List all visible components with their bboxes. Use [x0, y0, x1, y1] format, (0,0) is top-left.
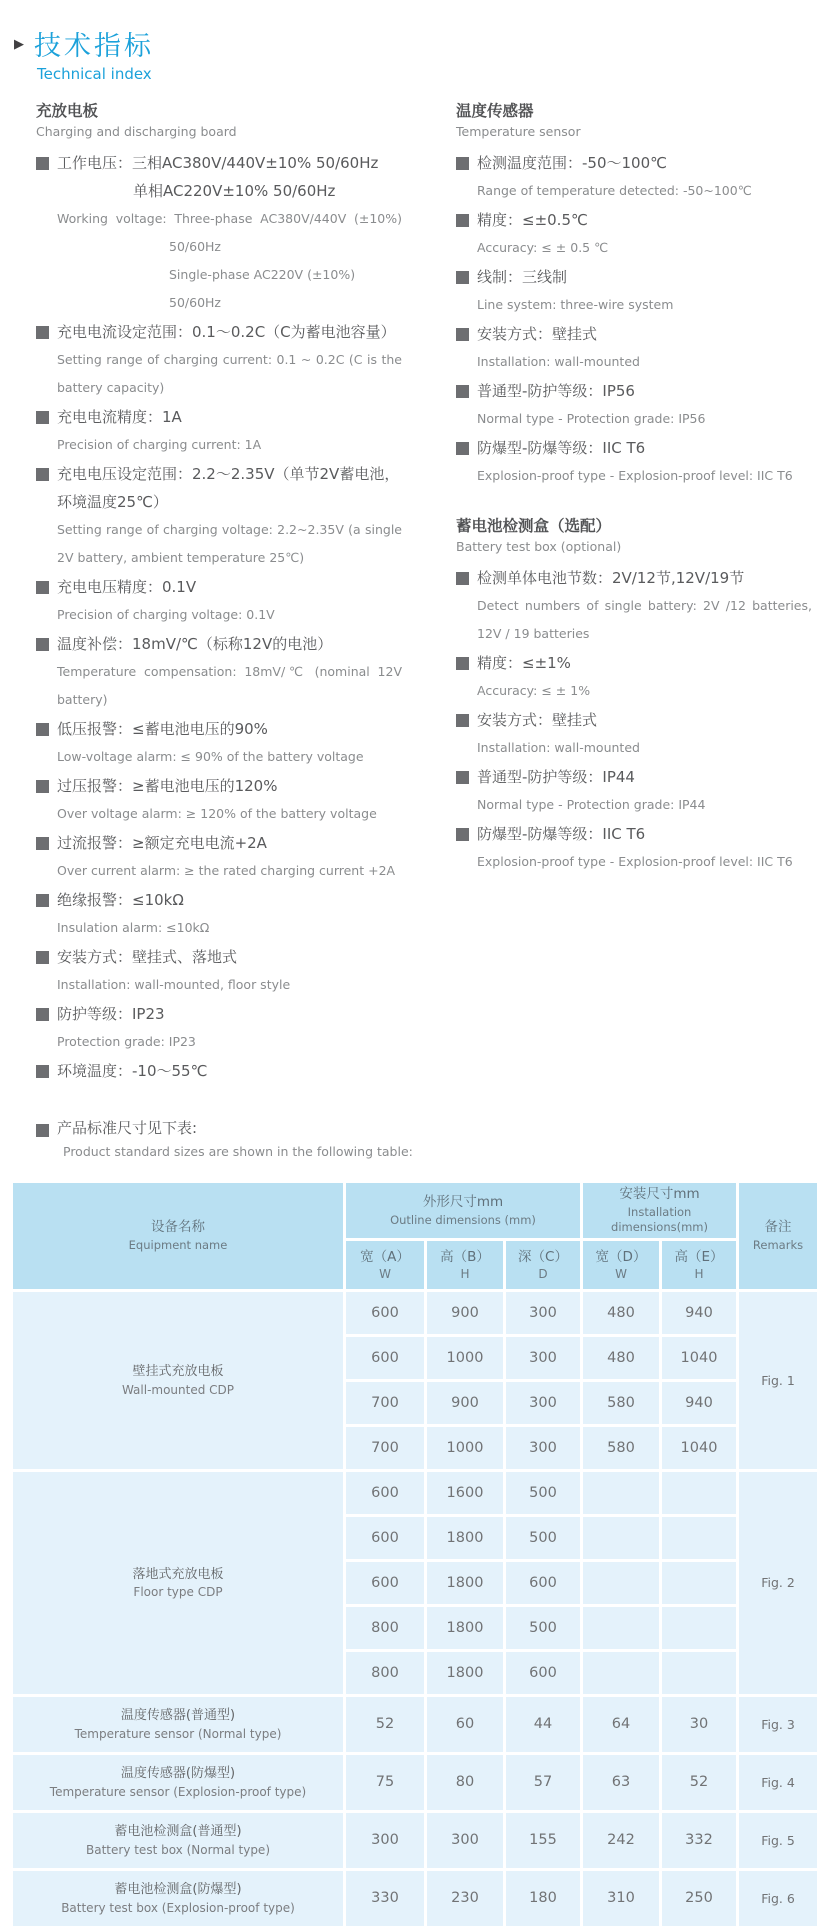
- table-row: [13, 1697, 817, 1752]
- spec-item: [36, 772, 402, 828]
- size-cell: 600: [346, 1472, 424, 1514]
- square-bullet-icon: [36, 837, 49, 850]
- spec-zh: 工作电压：三相AC380V/440V±10% 50/60Hz: [57, 154, 379, 173]
- subheader-depth-c: 深（C） D: [506, 1241, 580, 1289]
- spec-en: Precision of charging voltage: 0.1V: [57, 607, 275, 623]
- spec-en: Setting range of charging current: 0.1 ~ 0.2C (C is the battery capacity): [57, 352, 402, 396]
- size-cell: [583, 1562, 659, 1604]
- square-bullet-icon: [456, 328, 469, 341]
- size-cell: 500: [506, 1472, 580, 1514]
- size-cell: 1040: [662, 1337, 736, 1379]
- size-cell: 600: [346, 1517, 424, 1559]
- spec-item: [456, 263, 812, 319]
- equipment-name-cell: 壁挂式充放电板 Wall-mounted CDP: [13, 1292, 343, 1469]
- size-cell: 940: [662, 1382, 736, 1424]
- table-intro-line: [36, 1116, 830, 1164]
- square-bullet-icon: [456, 828, 469, 841]
- spec-zh: 普通型-防护等级：IP44: [477, 768, 635, 787]
- spec-zh: 低压报警：≤蓄电池电压的90%: [57, 720, 268, 739]
- spec-en: Normal type - Protection grade: IP56: [477, 411, 706, 427]
- size-cell: 1800: [427, 1562, 503, 1604]
- spec-item: [36, 886, 402, 942]
- size-cell: 75: [346, 1755, 424, 1810]
- spec-item: [36, 1057, 402, 1085]
- remark-cell: Fig. 4: [739, 1755, 817, 1810]
- spec-en: Accuracy: ≤ ± 0.5 ℃: [477, 240, 609, 256]
- spec-item: [36, 630, 402, 714]
- spec-zh: 环境温度：-10～55℃: [57, 1062, 208, 1081]
- square-bullet-icon: [456, 385, 469, 398]
- size-cell: 1000: [427, 1337, 503, 1379]
- spec-columns: [0, 83, 830, 1086]
- header-equipment-en: Equipment name: [128, 1238, 228, 1252]
- size-cell: 330: [346, 1871, 424, 1926]
- spec-en: Protection grade: IP23: [57, 1034, 196, 1050]
- spec-en: Single-phase AC220V (±10%) 50/60Hz: [169, 267, 356, 311]
- spec-item: [456, 706, 812, 762]
- size-cell: 64: [583, 1697, 659, 1752]
- subheader-height-b: 高（B） H: [427, 1241, 503, 1289]
- table-intro: [0, 1086, 830, 1164]
- size-cell: 1000: [427, 1427, 503, 1469]
- spec-zh: 安装方式：壁挂式: [477, 711, 598, 730]
- page-title-en: Technical index: [37, 65, 152, 83]
- subheader-height-e: 高（E） H: [662, 1241, 736, 1289]
- table-row: [13, 1813, 817, 1868]
- spec-zh: 防护等级：IP23: [57, 1005, 165, 1024]
- square-bullet-icon: [36, 581, 49, 594]
- size-cell: 900: [427, 1382, 503, 1424]
- section-heading: 充放电板: [36, 102, 99, 120]
- size-cell: 600: [506, 1652, 580, 1694]
- square-bullet-icon: [36, 468, 49, 481]
- equipment-name-cell: 蓄电池检测盒(防爆型) Battery test box (Explosion-proof type): [13, 1871, 343, 1926]
- equipment-name-cell: 落地式充放电板 Floor type CDP: [13, 1472, 343, 1694]
- size-cell: 44: [506, 1697, 580, 1752]
- size-cell: [662, 1472, 736, 1514]
- table-row: [13, 1755, 817, 1810]
- spec-item: [456, 320, 812, 376]
- size-cell: 63: [583, 1755, 659, 1810]
- document-header: [0, 0, 830, 83]
- spec-en: Installation: wall-mounted, floor style: [57, 977, 291, 993]
- size-cell: 155: [506, 1813, 580, 1868]
- square-bullet-icon: [456, 271, 469, 284]
- spec-en: Installation: wall-mounted: [477, 354, 640, 370]
- size-cell: 1800: [427, 1652, 503, 1694]
- size-cell: 57: [506, 1755, 580, 1810]
- spec-item: [36, 829, 402, 885]
- spec-item: [456, 564, 812, 648]
- spec-en: Temperature compensation: 18mV/℃ (nominal 12V battery): [57, 664, 402, 708]
- charging-board-section: [36, 101, 402, 1086]
- size-cell: 800: [346, 1607, 424, 1649]
- square-bullet-icon: [36, 157, 49, 170]
- spec-item: [36, 318, 402, 402]
- header-equipment-zh: 设备名称: [151, 1219, 205, 1236]
- section-heading-en: Temperature sensor: [456, 123, 581, 139]
- size-cell: [662, 1652, 736, 1694]
- equipment-name-cell: 温度传感器(防爆型) Temperature sensor (Explosion-proof type): [13, 1755, 343, 1810]
- header-remarks: [739, 1183, 817, 1289]
- table-row: [13, 1871, 817, 1926]
- spec-zh: 过流报警：≥额定充电电流+2A: [57, 834, 267, 853]
- spec-en: Working voltage: Three-phase AC380V/440V (±10%): [57, 211, 402, 227]
- size-cell: 580: [583, 1382, 659, 1424]
- spec-en: Installation: wall-mounted: [477, 740, 640, 756]
- spec-zh: 充电电压精度：0.1V: [57, 578, 197, 597]
- spec-zh: 检测温度范围：-50～100℃: [477, 154, 667, 173]
- spec-zh: 安装方式：壁挂式、落地式: [57, 948, 238, 967]
- size-table: [10, 1180, 820, 1929]
- spec-item: [456, 820, 812, 876]
- right-column: [456, 101, 812, 1086]
- spec-en: Insulation alarm: ≤10kΩ: [57, 920, 210, 936]
- square-bullet-icon: [36, 411, 49, 424]
- table-row: [13, 1472, 817, 1514]
- square-bullet-icon: [36, 1065, 49, 1078]
- spec-zh: 精度：≤±0.5℃: [477, 211, 588, 230]
- remark-cell: Fig. 3: [739, 1697, 817, 1752]
- spec-en: Accuracy: ≤ ± 1%: [477, 683, 591, 699]
- spec-zh: 精度：≤±1%: [477, 654, 571, 673]
- size-cell: 30: [662, 1697, 736, 1752]
- spec-item: [456, 649, 812, 705]
- size-cell: 242: [583, 1813, 659, 1868]
- subheader-width-d: 宽（D） W: [583, 1241, 659, 1289]
- spec-en: Explosion-proof type - Explosion-proof level: IIC T6: [477, 468, 793, 484]
- temperature-sensor-section: [456, 101, 812, 490]
- remark-cell: Fig. 1: [739, 1292, 817, 1469]
- header-installation-dimensions: [583, 1183, 736, 1238]
- spec-zh: 温度补偿：18mV/℃（标称12V的电池）: [57, 635, 333, 654]
- remark-cell: Fig. 2: [739, 1472, 817, 1694]
- size-cell: 600: [346, 1292, 424, 1334]
- size-cell: 80: [427, 1755, 503, 1810]
- spec-zh: 过压报警：≥蓄电池电压的120%: [57, 777, 278, 796]
- size-cell: [583, 1607, 659, 1649]
- square-bullet-icon: [36, 894, 49, 907]
- size-cell: 1800: [427, 1517, 503, 1559]
- size-cell: 700: [346, 1382, 424, 1424]
- table-row: [13, 1292, 817, 1334]
- size-cell: 480: [583, 1337, 659, 1379]
- spec-zh: 充电电流设定范围：0.1～0.2C（C为蓄电池容量）: [57, 323, 396, 342]
- spec-zh: 普通型-防护等级：IP56: [477, 382, 635, 401]
- size-cell: 480: [583, 1292, 659, 1334]
- size-cell: [662, 1562, 736, 1604]
- size-cell: 52: [662, 1755, 736, 1810]
- section-heading-en: Battery test box (optional): [456, 538, 622, 554]
- spec-item: [456, 434, 812, 490]
- square-bullet-icon: [456, 442, 469, 455]
- spec-en: Explosion-proof type - Explosion-proof level: IIC T6: [477, 854, 793, 870]
- section-heading: 蓄电池检测盒（选配）: [456, 517, 612, 536]
- spec-en: Low-voltage alarm: ≤ 90% of the battery voltage: [57, 749, 364, 765]
- square-bullet-icon: [456, 572, 469, 585]
- size-cell: 60: [427, 1697, 503, 1752]
- square-bullet-icon: [36, 1124, 49, 1137]
- size-cell: 1800: [427, 1607, 503, 1649]
- size-cell: [583, 1652, 659, 1694]
- size-cell: 900: [427, 1292, 503, 1334]
- size-cell: 940: [662, 1292, 736, 1334]
- size-cell: 1600: [427, 1472, 503, 1514]
- spec-en: Range of temperature detected: -50~100℃: [477, 183, 752, 199]
- spec-item-working-voltage: [36, 149, 402, 317]
- size-cell: 1040: [662, 1427, 736, 1469]
- size-cell: 600: [346, 1337, 424, 1379]
- spec-en: 50/60Hz: [169, 239, 221, 255]
- spec-item: [36, 1000, 402, 1056]
- spec-item: [456, 763, 812, 819]
- table-intro-zh: 产品标准尺寸见下表:: [57, 1119, 198, 1138]
- section-heading: 温度传感器: [456, 102, 534, 120]
- title-row: [14, 24, 830, 63]
- spec-zh: 防爆型-防爆等级：IIC T6: [477, 825, 646, 844]
- header-outline-zh: 外形尺寸mm: [422, 1193, 504, 1210]
- spec-en: Normal type - Protection grade: IP44: [477, 797, 706, 813]
- size-cell: 300: [506, 1382, 580, 1424]
- size-cell: 230: [427, 1871, 503, 1926]
- size-cell: 300: [506, 1292, 580, 1334]
- equipment-name-cell: 温度传感器(普通型) Temperature sensor (Normal type): [13, 1697, 343, 1752]
- square-bullet-icon: [36, 951, 49, 964]
- header-remarks-en: Remarks: [752, 1238, 804, 1252]
- page-title: 技术指标: [34, 31, 154, 62]
- header-outline-en: Outline dimensions (mm): [390, 1212, 536, 1227]
- spec-item: [36, 943, 402, 999]
- size-cell: 580: [583, 1427, 659, 1469]
- spec-en: Precision of charging current: 1A: [57, 437, 262, 453]
- square-bullet-icon: [36, 780, 49, 793]
- size-cell: 300: [427, 1813, 503, 1868]
- square-bullet-icon: [456, 771, 469, 784]
- spec-zh: 绝缘报警：≤10kΩ: [57, 891, 184, 910]
- header-install-zh: 安装尺寸mm: [619, 1186, 700, 1203]
- size-cell: 300: [506, 1427, 580, 1469]
- size-cell: 300: [346, 1813, 424, 1868]
- size-cell: [583, 1517, 659, 1559]
- square-bullet-icon: [36, 326, 49, 339]
- size-cell: [583, 1472, 659, 1514]
- square-bullet-icon: [36, 1008, 49, 1021]
- square-bullet-icon: [456, 214, 469, 227]
- spec-zh: 充电电压设定范围：2.2～2.35V（单节2V蓄电池，环境温度25℃）: [57, 465, 400, 512]
- size-cell: 500: [506, 1607, 580, 1649]
- subheader-width-a: 宽（A） W: [346, 1241, 424, 1289]
- square-bullet-icon: [36, 638, 49, 651]
- size-cell: 600: [346, 1562, 424, 1604]
- header-install-en: Installation dimensions(mm): [611, 1204, 708, 1235]
- spec-zh: 线制：三线制: [477, 268, 568, 287]
- spec-zh: 充电电流精度：1A: [57, 408, 182, 427]
- square-bullet-icon: [36, 723, 49, 736]
- battery-test-box-section: [456, 516, 812, 876]
- header-equipment-name: [13, 1183, 343, 1289]
- size-cell: 700: [346, 1427, 424, 1469]
- spec-zh: 检测单体电池节数：2V/12节,12V/19节: [477, 569, 745, 588]
- size-cell: 180: [506, 1871, 580, 1926]
- spec-en: Over current alarm: ≥ the rated charging current +2A: [57, 863, 396, 879]
- spec-item: [456, 149, 812, 205]
- spec-en: Detect numbers of single battery: 2V /12 batteries, 12V / 19 batteries: [477, 598, 812, 642]
- size-cell: 332: [662, 1813, 736, 1868]
- right-triangle-icon: ▶: [14, 37, 24, 52]
- header-remarks-zh: 备注: [764, 1219, 792, 1236]
- size-cell: [662, 1607, 736, 1649]
- spec-en: Over voltage alarm: ≥ 120% of the battery voltage: [57, 806, 377, 822]
- spec-item: [36, 715, 402, 771]
- square-bullet-icon: [456, 714, 469, 727]
- remark-cell: Fig. 5: [739, 1813, 817, 1868]
- table-header-row: [13, 1183, 817, 1238]
- size-cell: 52: [346, 1697, 424, 1752]
- spec-zh: 安装方式：壁挂式: [477, 325, 598, 344]
- size-cell: [662, 1517, 736, 1559]
- spec-zh: 防爆型-防爆等级：IIC T6: [477, 439, 646, 458]
- spec-item: [36, 403, 402, 459]
- table-intro-en: Product standard sizes are shown in the following table:: [63, 1144, 413, 1160]
- section-heading-en: Charging and discharging board: [36, 123, 237, 139]
- spec-zh: 单相AC220V±10% 50/60Hz: [133, 182, 336, 201]
- spec-item: [36, 573, 402, 629]
- square-bullet-icon: [456, 657, 469, 670]
- spec-item: [36, 460, 402, 572]
- header-outline-dimensions: [346, 1183, 580, 1238]
- spec-en: Setting range of charging voltage: 2.2~2.35V (a single 2V battery, ambient temperature 25℃): [57, 522, 402, 566]
- spec-item: [456, 377, 812, 433]
- remark-cell: Fig. 6: [739, 1871, 817, 1926]
- size-cell: 300: [506, 1337, 580, 1379]
- equipment-name-cell: 蓄电池检测盒(普通型) Battery test box (Normal type): [13, 1813, 343, 1868]
- size-cell: 600: [506, 1562, 580, 1604]
- size-cell: 500: [506, 1517, 580, 1559]
- size-cell: 310: [583, 1871, 659, 1926]
- size-cell: 250: [662, 1871, 736, 1926]
- spec-item: [456, 206, 812, 262]
- spec-en: Line system: three-wire system: [477, 297, 674, 313]
- size-cell: 800: [346, 1652, 424, 1694]
- square-bullet-icon: [456, 157, 469, 170]
